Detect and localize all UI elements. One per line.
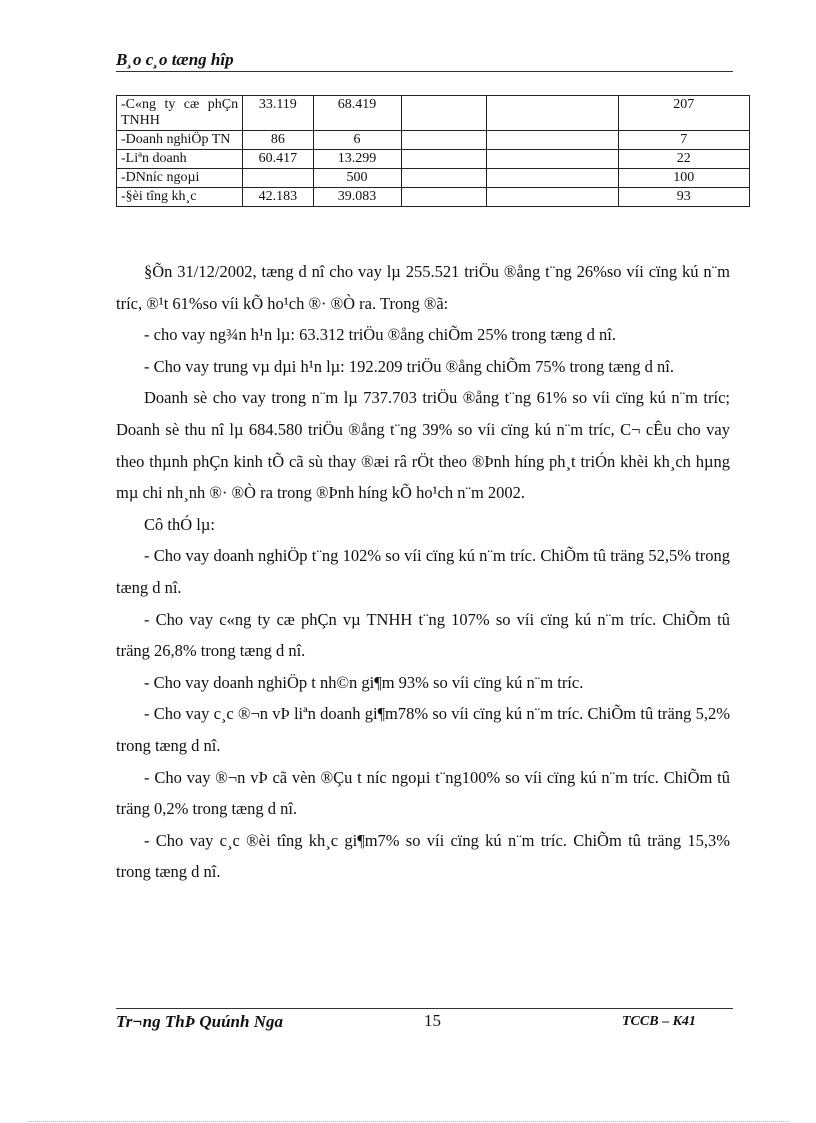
paragraph-detail-intro: Cô thÓ lµ: [144,514,215,534]
table-cell [401,169,486,188]
table-cell: 68.419 [313,96,401,131]
table-cell: 22 [618,150,750,169]
loan-table [116,95,750,207]
list-item: - Cho vay doanh nghiÖp t nh©n gi¶m 93% so víi cïng kú n¨m tríc. [144,672,584,692]
table-row [117,131,750,150]
footer-author: Tr¬ng ThÞ Quúnh Nga [116,1012,283,1031]
table-cell: 42.183 [243,188,313,207]
table-cell [401,150,486,169]
table-cell [401,188,486,207]
table-cell: 39.083 [313,188,401,207]
paragraph-turnover: Doanh sè cho vay trong n¨m lµ 737.703 triÖu ®ång t¨ng 61% so víi cïng kú n¨m tríc; Doanh sè thu nî lµ 684.580 triÖu ®ång t¨ng 39% so víi cïng kú n¨m tríc, C¬ cÊu cho vay theo thµnh phÇn kinh tÕ cã sù thay ®æi râ rÖt theo ®Þnh híng ph¸t triÓn khèi kh¸ch hµng mµ chi nh¸nh ®· ®Ò ra trong ®Þnh híng kÕ ho¹ch n¨m 2002. [116,388,730,503]
list-item: - Cho vay doanh nghiÖp t¨ng 102% so víi cïng kú n¨m tríc. ChiÕm tû träng 52,5% trong tæng d nî. [116,546,730,597]
list-item: - Cho vay c¸c ®¬n vÞ liªn doanh gi¶m78% so víi cïng kú n¨m tríc. ChiÕm tû träng 5,2% trong tæng d nî. [116,704,730,755]
table-cell [243,169,313,188]
table-cell [486,150,618,169]
row-label: -§èi tîng kh¸c [117,188,243,207]
table-cell: 93 [618,188,750,207]
list-item: - Cho vay ®¬n vÞ cã vèn ®Çu t níc ngoµi t¨ng100% so víi cïng kú n¨m tríc. ChiÕm tû träng 0,2% trong tæng d nî. [116,767,730,819]
footer-rule [116,1008,733,1009]
paragraph-short-term: - cho vay ng¾n h¹n lµ: 63.312 triÖu ®ång chiÕm 25% trong tæng d nî. [144,325,616,345]
row-label: -DNníc ngoµi [117,169,243,188]
table-cell [486,169,618,188]
table-row [117,96,750,131]
table-cell: 86 [243,131,313,150]
header-rule [116,71,733,72]
table-cell: 500 [313,169,401,188]
table-cell: 7 [618,131,750,150]
table-cell: 60.417 [243,150,313,169]
page-edge-rule [28,1121,788,1122]
table-cell [486,131,618,150]
list-item: - Cho vay c¸c ®èi tîng kh¸c gi¶m7% so víi cïng kú n¨m tríc. ChiÕm tû träng 15,3% trong tæng d nî. [116,830,730,882]
list-item: - Cho vay c«ng ty cæ phÇn vµ TNHH t¨ng 107% so víi cïng kú n¨m tríc. ChiÕm tû träng 26,8% trong tæng d nî. [116,609,730,661]
table-cell: 33.119 [243,96,313,131]
table-cell [401,96,486,131]
paragraph-summary: §Õn 31/12/2002, tæng d nî cho vay lµ 255.521 triÖu ®ång t¨ng 26%so víi cïng kú n¨m tríc, ®¹t 61%so víi kÕ ho¹ch ®· ®Ò ra. Trong ®ã: [116,262,730,313]
table-cell [486,188,618,207]
page-header: B¸o c¸o tæng hîp [116,50,234,69]
table-cell [486,96,618,131]
row-label: -C«ng ty cæ phÇn TNHH [117,96,243,131]
table-cell: 6 [313,131,401,150]
page-number: 15 [424,1011,441,1030]
table-row [117,169,750,188]
row-label: -Liªn doanh [117,150,243,169]
table-row [117,150,750,169]
table-cell: 13.299 [313,150,401,169]
table-row [117,188,750,207]
footer-class: TCCB – K41 [622,1014,696,1029]
table-cell: 100 [618,169,750,188]
report-body [116,256,730,888]
table-cell: 207 [618,96,750,131]
paragraph-long-term: - Cho vay trung vµ dµi h¹n lµ: 192.209 triÖu ®ång chiÕm 75% trong tæng d nî. [144,356,674,376]
row-label: -Doanh nghiÖp TN [117,131,243,150]
table-cell [401,131,486,150]
